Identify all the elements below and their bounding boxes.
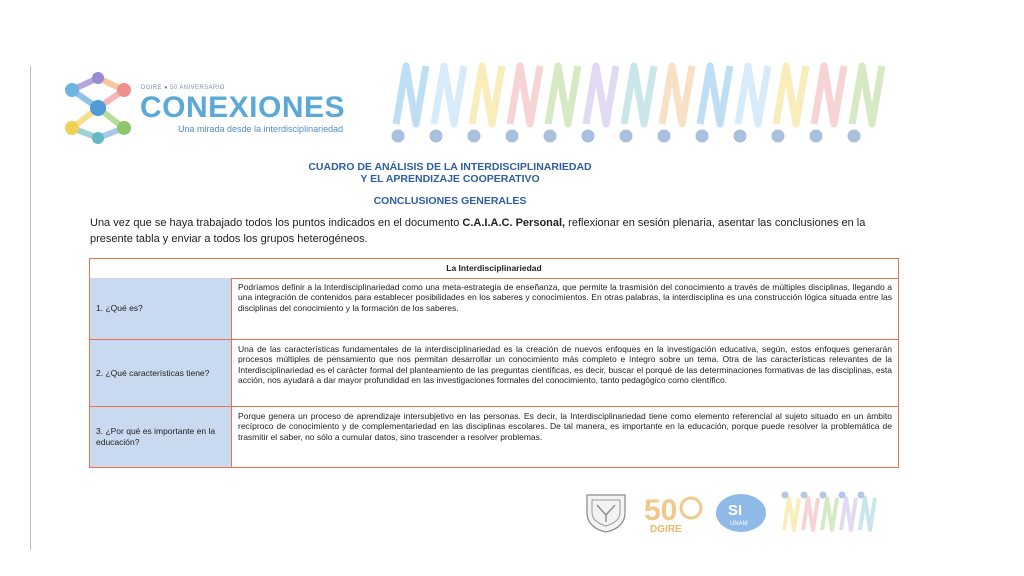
dgire-logo-label: DGIRE [650, 524, 682, 534]
question-cell: 2. ¿Qué características tiene? [90, 340, 232, 406]
decorative-dot [858, 492, 865, 499]
decorative-dot [392, 130, 405, 143]
decorative-stripe [510, 66, 540, 124]
answer-cell: Una de las características fundamentales de la interdisciplinariedad es la creación de nuevos enfoques en la investigación educativa, según, estos enfoques generarán procesos múltiples de pensamiento que nos permitan desarrollar un conocimiento más completo e íntegro sobre un tema. Otra de las características relevantes de la Interdisciplinariedad es el carácter formal del planteamiento de las preguntas científicas, es decir, buscar el porqué de las determinaciones formativas de las disciplinas, esta acción, nos ayudará a dar mayor profundidad en las investigaciones formales del conocimiento, tanto pedagógico como científico. [238, 344, 892, 386]
unam-crest-icon [583, 491, 629, 533]
svg-text:50: 50 [644, 494, 678, 527]
decorative-stripe [738, 66, 768, 124]
question-cell: 3. ¿Por qué es importante en la educación? [90, 407, 232, 467]
decorative-dot [801, 492, 808, 499]
question-cell: 1. ¿Qué es? [90, 278, 232, 339]
instructions-text-end: reflexionar en sesión plenaria, asentar las conclusiones en la presente tabla y enviar a todos los grupos heterogéneos. [90, 217, 866, 245]
decorative-stripe [700, 66, 730, 124]
decorative-stripe [852, 66, 882, 124]
decorative-stripe [803, 498, 818, 530]
page-left-rule [30, 66, 31, 550]
document-title-line-2: Y EL APRENDIZAJE COOPERATIVO [360, 173, 540, 185]
answer-cell: Podríamos definir a la Interdisciplinariedad como una meta-estrategia de enseñanza, que permite la trasmisión del conocimiento a través de múltiples disciplinas, llegando a una integración de contenidos para establecer posibilidades en los saberes y conocimientos. En otras palabras, la interdisciplina es una construcción lógica situada entre las disciplinas del conocimiento y la formación de los saberes. [238, 282, 892, 313]
conclusions-table [89, 258, 899, 468]
decorative-stripe [548, 66, 578, 124]
decorative-stripe [841, 498, 856, 530]
table-row [90, 407, 898, 467]
answer-cell: Porque genera un proceso de aprendizaje intersubjetivo en las personas. Es decir, la Interdisciplinariedad tiene como elemento referencial al sujeto situado en un ámbito recíproco de conocimiento y de complementariedad en las disciplinas escolares. De tal manera, es importante en la educación, porque puede resolver la problemática de trasmitir el saber, no sólo a cumular datos, sino trascender a resolver problemas. [238, 411, 892, 442]
decorative-stripe [784, 498, 799, 530]
decorative-dot [506, 130, 519, 143]
table-row [90, 278, 898, 340]
decorative-dot [544, 130, 557, 143]
conexiones-logo [58, 72, 358, 144]
decorative-stripe [860, 498, 875, 530]
logo-small-text: DGIRE ● 50 ANIVERSARIO [141, 85, 225, 91]
decorative-stripe [624, 66, 654, 124]
logo-wordmark: CONEXIONES [140, 91, 346, 124]
decorative-dot [696, 130, 709, 143]
decorative-dot [430, 130, 443, 143]
dgire-50-logo [642, 490, 704, 534]
decorative-dot [582, 130, 595, 143]
decorative-dot [658, 130, 671, 143]
fifty-anniversary-icon [642, 490, 704, 534]
table-header: La Interdisciplinariedad [90, 259, 898, 279]
decorative-stripe [472, 66, 502, 124]
instructions-document-name: C.A.I.A.C. Personal, [462, 217, 566, 229]
si-unam-logo [714, 493, 768, 533]
decorative-dot [839, 492, 846, 499]
si-logo-label: SI [728, 502, 743, 519]
instructions-text-start: Una vez que se haya trabajado todos los puntos indicados en el documento [90, 217, 463, 229]
decorative-stripe [814, 66, 844, 124]
molecule-logo-icon [58, 72, 138, 144]
decorative-stripe [586, 66, 616, 124]
si-badge-icon [714, 493, 768, 533]
table-row [90, 340, 898, 407]
decorative-dot [620, 130, 633, 143]
decorative-stripe [822, 498, 837, 530]
decorative-dot [772, 130, 785, 143]
decorative-dot [734, 130, 747, 143]
decorative-stripe [662, 66, 692, 124]
decorative-stripe [776, 66, 806, 124]
decorative-stripes-banner [388, 62, 888, 144]
decorative-dot [810, 130, 823, 143]
decorative-dot [782, 492, 789, 499]
instructions-paragraph [90, 215, 890, 247]
decorative-dot [848, 130, 861, 143]
decorative-stripe [396, 66, 426, 124]
decorative-dot [468, 130, 481, 143]
document-subtitle: CONCLUSIONES GENERALES [373, 195, 527, 207]
document-title-line-1: CUADRO DE ANÁLISIS DE LA INTERDISCIPLINARIEDAD [308, 161, 592, 173]
decorative-stripes-small [780, 490, 880, 534]
logo-tagline: Una mirada desde la interdisciplinariedad [178, 124, 344, 134]
si-logo-sublabel: UNAM [730, 521, 748, 527]
decorative-stripe [434, 66, 464, 124]
decorative-dot [820, 492, 827, 499]
